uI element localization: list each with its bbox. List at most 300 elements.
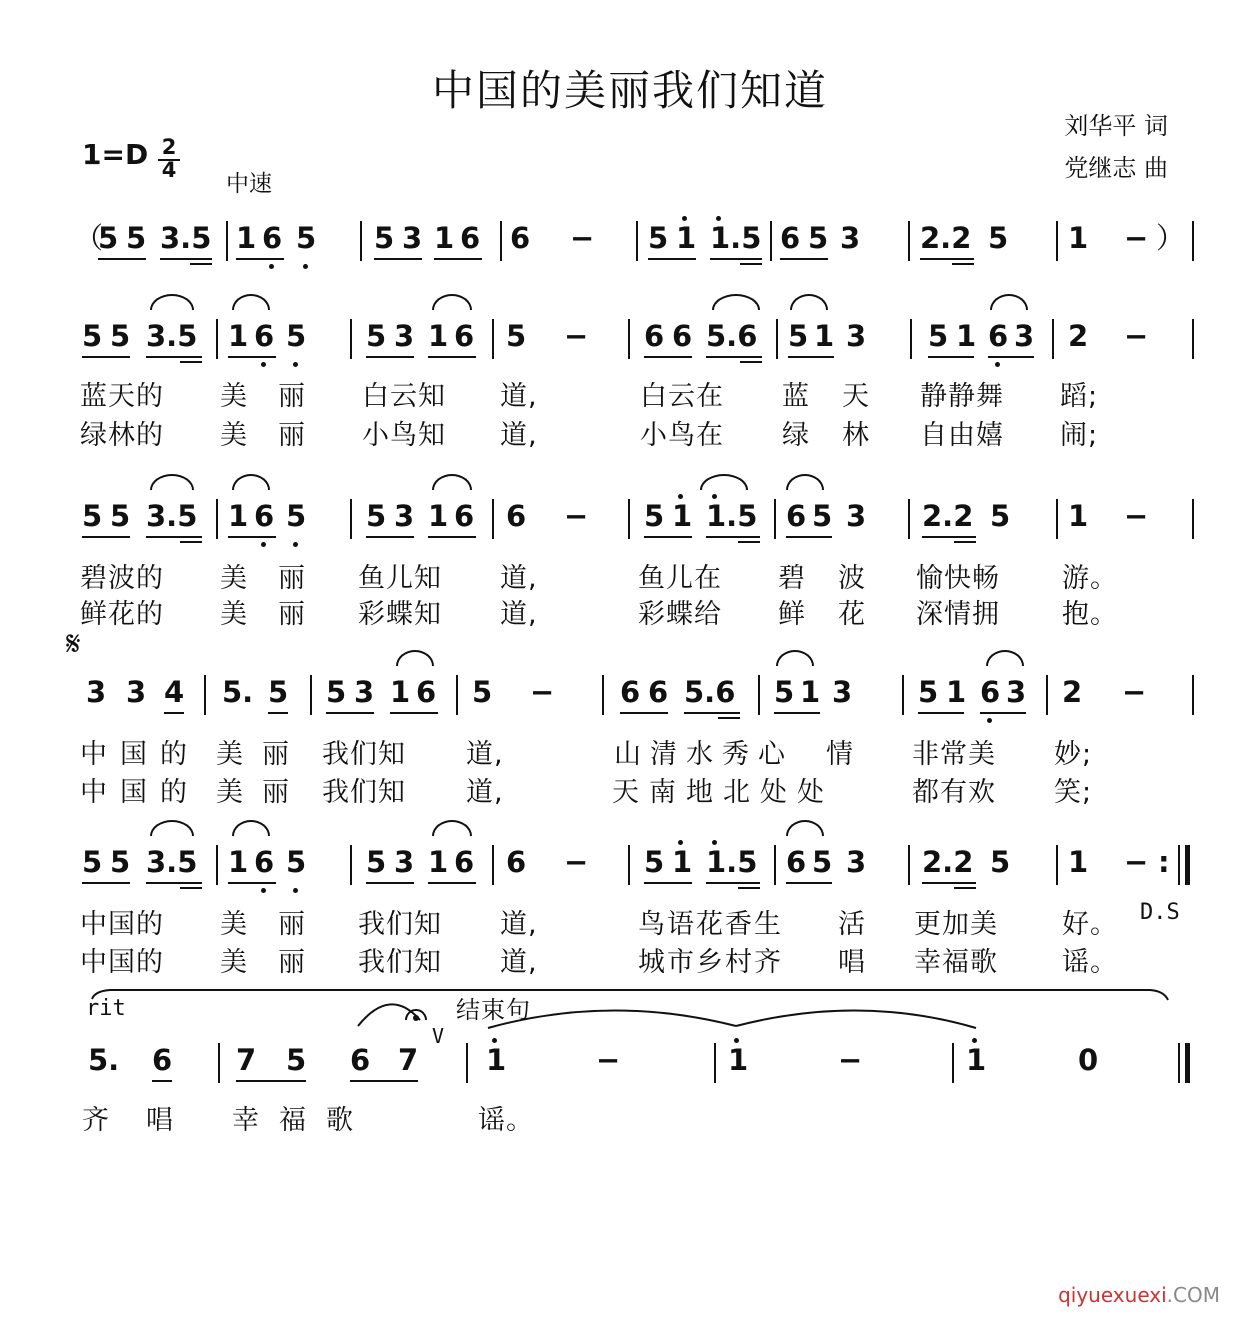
lyric: 道, — [500, 381, 538, 412]
underline — [684, 712, 740, 714]
note-token: 1.5 — [706, 845, 758, 879]
lyric: 齐 — [82, 1105, 110, 1136]
barline — [774, 499, 776, 539]
note-token: 5 — [110, 499, 131, 533]
underline — [180, 541, 202, 543]
note-token: 5 — [82, 845, 103, 879]
lyric: 彩蝶知 — [358, 599, 442, 630]
note-token: 5 — [988, 221, 1009, 255]
note-token: 6 — [786, 845, 807, 879]
note-token: 5 — [506, 319, 527, 353]
lyric: 国 — [120, 777, 148, 808]
note-token: 5 — [928, 319, 949, 353]
ending-phrase-label: 结束句 — [456, 996, 531, 1024]
slur — [776, 650, 814, 666]
note-token: 1 — [228, 319, 249, 353]
barline — [492, 845, 494, 885]
underline — [374, 258, 422, 260]
note-token: 0 — [1078, 1043, 1099, 1077]
lyric: 闹; — [1060, 420, 1099, 451]
note-token: 1.5 — [706, 499, 758, 533]
lyric: 道, — [466, 777, 504, 808]
note-token: 2.2 — [920, 221, 972, 255]
barline — [628, 499, 630, 539]
note-token: 5 — [286, 499, 307, 533]
note-token: 5 — [82, 319, 103, 353]
note-token: 5 — [990, 845, 1011, 879]
dal-segno-mark: D.S — [1140, 900, 1180, 925]
lyric: 中国的 — [80, 909, 164, 940]
upper-octave-dot — [712, 840, 717, 845]
lower-octave-dot — [261, 888, 266, 893]
note-token: 1 — [1068, 499, 1089, 533]
note-token: 3 — [846, 845, 867, 879]
lyric: 小鸟在 — [640, 420, 724, 451]
lyric: 丽 — [262, 777, 290, 808]
note-token: : — [1158, 845, 1170, 879]
note-token: 5 — [788, 319, 809, 353]
underline — [180, 887, 202, 889]
note-token: − — [838, 1043, 863, 1077]
underline — [228, 536, 276, 538]
note-token: 1 — [486, 1043, 507, 1077]
lyric: 美 — [220, 599, 248, 630]
underline — [706, 882, 760, 884]
lyric: 更加美 — [914, 909, 998, 940]
lower-octave-dot — [303, 264, 308, 269]
staff-row-chorus-b — [0, 842, 1260, 886]
note-token: 6 — [644, 319, 665, 353]
barline — [216, 499, 218, 539]
note-token: 6 — [254, 845, 275, 879]
slur — [986, 650, 1024, 666]
note-token: 5 — [648, 221, 669, 255]
note-token: 2.2 — [922, 499, 974, 533]
underline — [236, 1080, 306, 1082]
upper-octave-dot — [972, 1038, 977, 1043]
tempo-marking: 中速 — [226, 171, 272, 197]
note-token: 1 — [434, 221, 455, 255]
lower-octave-dot — [293, 542, 298, 547]
lyric: 白云在 — [640, 381, 724, 412]
staff-row-verse-a — [0, 316, 1260, 360]
lyric: 抱。 — [1062, 599, 1118, 630]
lyric: 花 — [838, 599, 866, 630]
note-token: 6 — [780, 221, 801, 255]
underline — [922, 882, 976, 884]
staff-row-intro — [0, 218, 1260, 262]
lyric: 都有欢 — [912, 777, 996, 808]
lyric: 鱼儿知 — [358, 563, 442, 594]
note-token: − — [564, 499, 589, 533]
note-token: 1 — [228, 499, 249, 533]
underline — [350, 1080, 418, 1082]
lyric: 山清水秀心 — [614, 739, 794, 770]
lyric: 道, — [500, 563, 538, 594]
barline — [500, 221, 502, 261]
barline — [902, 675, 904, 715]
underline — [366, 356, 414, 358]
lyric: 丽 — [278, 420, 306, 451]
lyric: 林 — [842, 420, 870, 451]
note-token: 2 — [1068, 319, 1089, 353]
note-token: − — [1122, 675, 1147, 709]
lyric: 我们知 — [358, 909, 442, 940]
barline — [492, 319, 494, 359]
note-token: 5 — [644, 499, 665, 533]
underline — [780, 258, 828, 260]
note-token: 6 — [254, 319, 275, 353]
lyric: 非常美 — [912, 739, 996, 770]
note-token: 5 — [98, 221, 119, 255]
barline — [1192, 675, 1194, 715]
note-token: 6 — [672, 319, 693, 353]
lyric: 美 — [220, 381, 248, 412]
barline — [1192, 499, 1194, 539]
underline — [788, 356, 834, 358]
lyric: 妙; — [1054, 739, 1093, 770]
underline — [190, 263, 212, 265]
note-token: 3 — [402, 221, 423, 255]
lyric: 鲜 — [778, 599, 806, 630]
underline — [164, 712, 184, 714]
note-token: 3.5 — [146, 845, 198, 879]
note-token: 3 — [86, 675, 107, 709]
breath-mark: V — [432, 1024, 445, 1048]
note-token: 3 — [832, 675, 853, 709]
barline — [1192, 221, 1194, 261]
lyric: 丽 — [278, 599, 306, 630]
note-token: − — [1124, 319, 1149, 353]
lower-octave-dot — [269, 264, 274, 269]
note-token: 6 — [262, 221, 283, 255]
note-token: 6 — [506, 845, 527, 879]
lyric: 鲜花的 — [80, 599, 164, 630]
note-token: 1 — [390, 675, 411, 709]
note-token: 3 — [394, 319, 415, 353]
note-token: − — [564, 319, 589, 353]
note-token: 6 — [460, 221, 481, 255]
staff-row-coda — [0, 1040, 1260, 1084]
lyric: 蓝天的 — [80, 381, 164, 412]
lyric: 道, — [500, 599, 538, 630]
lyric: 碧波的 — [80, 563, 164, 594]
note-token: 6 — [510, 221, 531, 255]
underline — [434, 258, 482, 260]
underline — [644, 536, 692, 538]
note-token: 5 — [82, 499, 103, 533]
note-token: 1 — [1068, 845, 1089, 879]
lower-octave-dot — [987, 718, 992, 723]
lyric: 道, — [466, 739, 504, 770]
lyric: 我们知 — [322, 777, 406, 808]
lyric: 谣。 — [478, 1105, 534, 1136]
underline — [920, 258, 974, 260]
note-token: 5 — [366, 319, 387, 353]
note-token: − — [1124, 221, 1149, 255]
underline — [954, 887, 976, 889]
ritardando-mark: rit — [86, 996, 126, 1021]
lyric: 彩蝶给 — [638, 599, 722, 630]
lyric: 美 — [220, 947, 248, 978]
note-token: 6 — [454, 845, 475, 879]
lyric: 小鸟知 — [362, 420, 446, 451]
upper-octave-dot — [492, 1038, 497, 1043]
note-token: 6 — [454, 319, 475, 353]
staff-row-verse-b — [0, 496, 1260, 540]
note-token: 3 — [840, 221, 861, 255]
note-token: − — [1124, 845, 1149, 879]
underline — [718, 717, 740, 719]
note-token: − — [564, 845, 589, 879]
note-token: − — [596, 1043, 621, 1077]
barline — [776, 319, 778, 359]
note-token: 5 — [812, 845, 833, 879]
note-token: 5 — [808, 221, 829, 255]
repeat-end-barline — [1178, 845, 1190, 885]
underline — [952, 263, 974, 265]
underline — [786, 536, 832, 538]
lyric: 中国的 — [80, 947, 164, 978]
note-token: ） — [1156, 221, 1186, 255]
lyric: 美 — [216, 777, 244, 808]
note-token: 3.5 — [146, 499, 198, 533]
watermark-brand: qiyuexuexi — [1058, 1283, 1167, 1307]
upper-octave-dot — [712, 494, 717, 499]
underline — [160, 258, 212, 260]
note-token: 5 — [286, 319, 307, 353]
lyric: 天 — [842, 381, 870, 412]
fermata-dot — [413, 1015, 419, 1021]
barline — [350, 319, 352, 359]
underline — [774, 712, 820, 714]
underline — [180, 361, 202, 363]
underline — [644, 356, 692, 358]
song-title: 中国的美丽我们知道 — [431, 66, 828, 115]
note-token: 1 — [428, 319, 449, 353]
lyric: 中 — [80, 739, 108, 770]
underline — [740, 263, 762, 265]
lyric: 白云知 — [362, 381, 446, 412]
note-token: 5 — [990, 499, 1011, 533]
slur — [990, 294, 1028, 310]
note-token: 3 — [354, 675, 375, 709]
note-token: 3 — [394, 499, 415, 533]
barline — [492, 499, 494, 539]
lyric: 静静舞 — [920, 381, 1004, 412]
underline — [82, 356, 130, 358]
underline — [928, 356, 974, 358]
note-token: 5 — [296, 221, 317, 255]
barline — [350, 499, 352, 539]
note-token: 5.6 — [684, 675, 736, 709]
slur — [150, 474, 194, 490]
underline — [428, 536, 476, 538]
lyric: 幸福歌 — [914, 947, 998, 978]
underline — [146, 882, 202, 884]
barline — [1046, 675, 1048, 715]
lyric: 自由嬉 — [920, 420, 1004, 451]
note-token: − — [1124, 499, 1149, 533]
underline — [988, 356, 1034, 358]
note-token: 1 — [728, 1043, 749, 1077]
upper-octave-dot — [678, 494, 683, 499]
lyric: 唱 — [838, 947, 866, 978]
barline — [216, 319, 218, 359]
note-token: 5 — [472, 675, 493, 709]
note-token: 6 — [980, 675, 1001, 709]
note-token: 1 — [676, 221, 697, 255]
watermark-suffix: .COM — [1166, 1283, 1220, 1307]
barline — [350, 845, 352, 885]
underline — [236, 258, 284, 260]
note-token: 1 — [966, 1043, 987, 1077]
underline — [710, 258, 762, 260]
barline — [310, 675, 312, 715]
underline — [954, 541, 976, 543]
lyric: 美 — [220, 420, 248, 451]
lyric: 鱼儿在 — [638, 563, 722, 594]
lyric: 蹈; — [1060, 381, 1099, 412]
note-token: 6 — [648, 675, 669, 709]
note-token: 6 — [350, 1043, 371, 1077]
lyric: 游。 — [1062, 563, 1118, 594]
note-token: 6 — [506, 499, 527, 533]
barline — [218, 1043, 220, 1083]
note-token: 6 — [152, 1043, 173, 1077]
slur — [432, 294, 472, 310]
note-token: 5 — [918, 675, 939, 709]
note-token: 1 — [800, 675, 821, 709]
lyric: 绿 — [782, 420, 810, 451]
lyricist-credit: 刘华平 词 — [1064, 112, 1168, 140]
lower-octave-dot — [995, 362, 1000, 367]
lyric: 我们知 — [358, 947, 442, 978]
slur — [700, 474, 748, 490]
slur — [232, 820, 270, 836]
rit-bracket-right — [1150, 990, 1168, 1000]
lyric: 鸟语花香生 — [638, 909, 783, 940]
slur — [232, 474, 270, 490]
lyric: 好。 — [1062, 909, 1118, 940]
slur — [712, 294, 760, 310]
underline — [706, 356, 762, 358]
barline — [1056, 499, 1058, 539]
barline — [1056, 845, 1058, 885]
lyric: 绿林的 — [80, 420, 164, 451]
lyric: 愉快畅 — [916, 563, 1000, 594]
underline — [82, 536, 130, 538]
lyric: 碧 — [778, 563, 806, 594]
note-token: 3 — [846, 499, 867, 533]
underline — [918, 712, 964, 714]
slur — [432, 474, 472, 490]
note-token: 5 — [644, 845, 665, 879]
note-token: 6 — [786, 499, 807, 533]
lyric: 幸福歌 — [232, 1105, 373, 1136]
note-token: 1 — [428, 845, 449, 879]
note-token: 1 — [956, 319, 977, 353]
underline — [922, 536, 976, 538]
note-token: 5 — [286, 1043, 307, 1077]
lyric: 丽 — [278, 381, 306, 412]
note-token: 6 — [988, 319, 1009, 353]
lyric: 深情拥 — [916, 599, 1000, 630]
note-token: （ — [74, 221, 104, 255]
underline — [620, 712, 668, 714]
site-watermark — [1058, 1283, 1220, 1307]
barline — [1056, 221, 1058, 261]
lyric: 丽 — [262, 739, 290, 770]
underline — [644, 882, 692, 884]
note-token: 5 — [110, 319, 131, 353]
slur — [150, 294, 194, 310]
staff-row-chorus-a — [0, 672, 1260, 716]
note-token: − — [530, 675, 555, 709]
underline — [82, 882, 130, 884]
lyric: 笑; — [1054, 777, 1093, 808]
lyric: 美 — [220, 563, 248, 594]
underline — [740, 361, 762, 363]
note-token: 6 — [416, 675, 437, 709]
barline — [456, 675, 458, 715]
note-token: 1 — [1068, 221, 1089, 255]
lyric: 我们知 — [322, 739, 406, 770]
lyric: 情 — [826, 739, 854, 770]
underline — [152, 1080, 172, 1082]
note-token: 3 — [126, 675, 147, 709]
lyric: 丽 — [278, 563, 306, 594]
note-token: 5. — [88, 1043, 120, 1077]
lyric: 中 — [80, 777, 108, 808]
time-signature-top: 2 — [161, 135, 177, 159]
lyric: 蓝 — [782, 381, 810, 412]
underline — [738, 887, 760, 889]
note-token: 5 — [812, 499, 833, 533]
note-token: 3 — [846, 319, 867, 353]
tie — [736, 1010, 976, 1028]
lower-octave-dot — [293, 362, 298, 367]
underline — [146, 356, 202, 358]
note-token: 7 — [398, 1043, 419, 1077]
barline — [360, 221, 362, 261]
note-token: 1.5 — [710, 221, 762, 255]
note-token: 3.5 — [146, 319, 198, 353]
key-signature: 1=D — [82, 138, 149, 171]
note-token: 3 — [394, 845, 415, 879]
note-token: 4 — [164, 675, 185, 709]
note-token: 3 — [1006, 675, 1027, 709]
composer-credit: 党继志 曲 — [1064, 154, 1168, 182]
underline — [268, 712, 288, 714]
lyric: 唱 — [146, 1105, 174, 1136]
note-token: 1 — [946, 675, 967, 709]
slur — [358, 1004, 420, 1026]
note-token: 5 — [286, 845, 307, 879]
barline — [628, 319, 630, 359]
upper-octave-dot — [734, 1038, 739, 1043]
note-token: 7 — [236, 1043, 257, 1077]
upper-octave-dot — [678, 840, 683, 845]
barline — [758, 675, 760, 715]
slur — [786, 474, 824, 490]
note-token: 3.5 — [160, 221, 212, 255]
underline — [738, 541, 760, 543]
note-token: 5 — [268, 675, 289, 709]
barline — [908, 499, 910, 539]
underline — [326, 712, 374, 714]
note-token: 1 — [672, 845, 693, 879]
